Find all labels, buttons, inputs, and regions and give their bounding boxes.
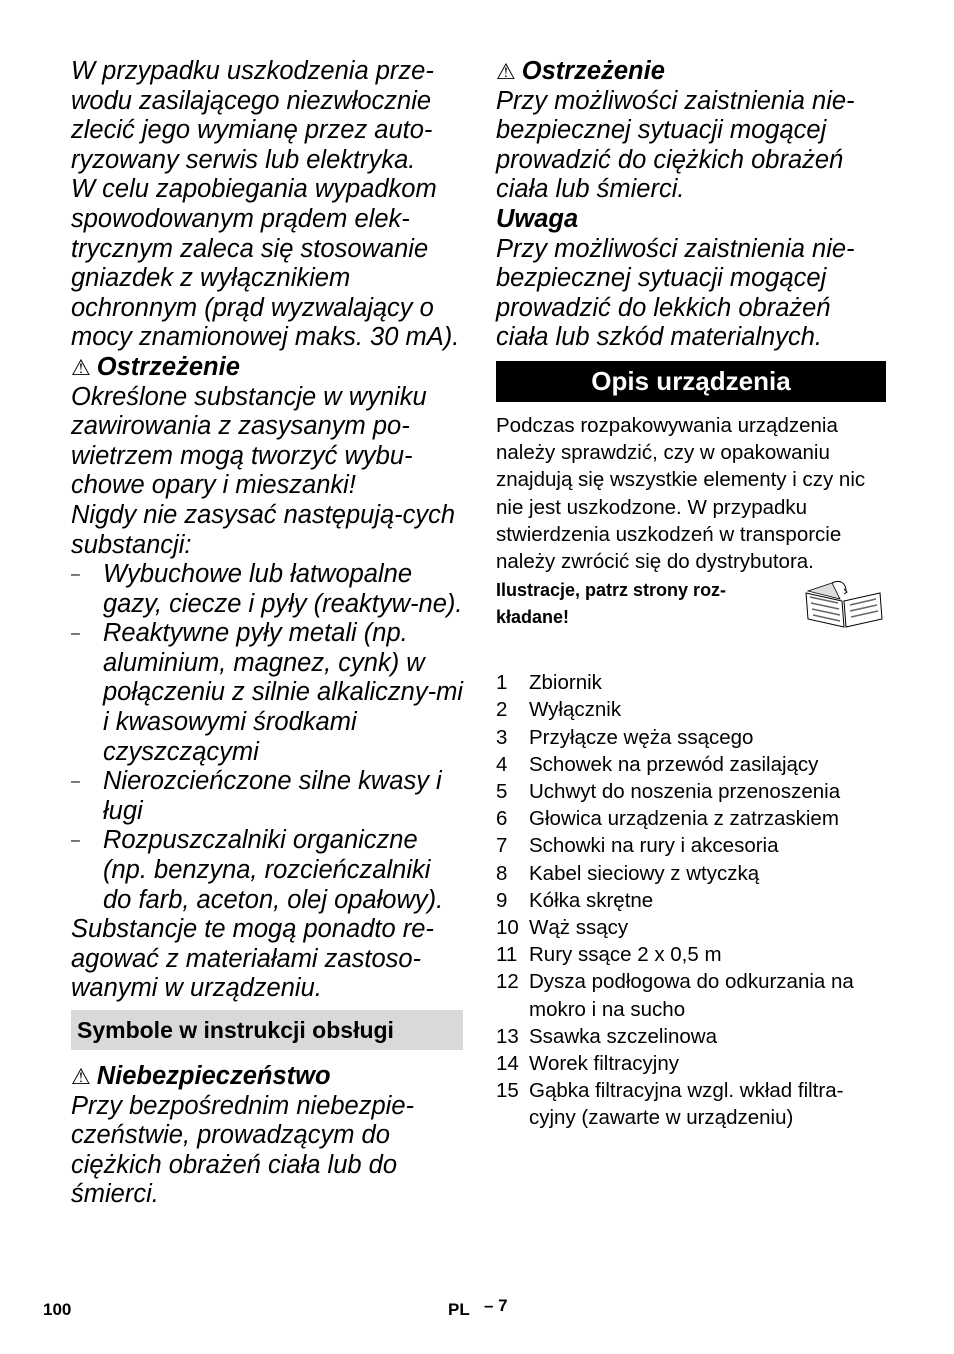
list-item: 15 Gąbka filtracyjna wzgl. wkład filtra-cyjny (zawarte w urządzeniu) <box>496 1079 844 1130</box>
list-item: 1 Zbiornik <box>496 671 602 695</box>
dash-icon: – <box>71 773 80 791</box>
warning-text: Określone substancje w wyniku zawirowania z zasysanym po-wietrzem mogą tworzyć wybu-chowe opary i mieszanki! <box>71 382 427 500</box>
substances-list <box>71 560 463 915</box>
dash-icon: – <box>71 832 80 850</box>
danger-heading: ⚠ Niebezpieczeństwo <box>71 1062 331 1090</box>
dash-icon: – <box>71 566 80 584</box>
left-column <box>71 57 463 1210</box>
list-item: 7 Schowki na rury i akcesoria <box>496 834 779 858</box>
list-item: 8 Kabel sieciowy z wtyczką <box>496 861 760 885</box>
list-item: – Wybuchowe lub łatwopalne gazy, ciecze i pyły (reaktyw-ne). <box>71 560 463 618</box>
list-item: – Nierozcieńczone silne kwasy i ługi <box>71 767 442 825</box>
parts-list <box>496 669 886 1131</box>
warning-icon: ⚠ <box>496 59 516 84</box>
unpacking-intro: Podczas rozpakowywania urządzenia należy sprawdzić, czy w opakowaniu znajdują się wszystkie elementy i czy nic nie jest uszkodzone. W przypadku stwierdzenia uszkodzeń w transporcie należy zwrócić się do dystrybutora. <box>496 413 866 573</box>
caution-text: Przy możliwości zaistnienia nie-bezpiecznej sytuacji mogącej prowadzić do lekkich obrażeń ciała lub szkód materialnych. <box>496 234 855 352</box>
device-description-heading: Opis urządzenia <box>496 361 886 402</box>
list-item: 5 Uchwyt do noszenia przenoszenia <box>496 779 841 803</box>
warning-heading: ⚠ Ostrzeżenie <box>496 57 665 85</box>
protective-switch-paragraph: W celu zapobiegania wypadkom spowodowanym prądem elek-trycznym zaleca się stosowanie gniazdek z wyłącznikiem ochronnym (prąd wyzwalający o mocy znamionowej maks. 30 mA). <box>71 175 460 352</box>
list-item: 12 Dysza podłogowa do odkurzania na mokro i na sucho <box>496 970 854 1021</box>
never-vacuum-text: Nigdy nie zasysać następują-cych substancji: <box>71 500 456 559</box>
list-item: 11 Rury ssące 2 x 0,5 m <box>496 943 722 967</box>
cable-damage-paragraph: W przypadku uszkodzenia prze-wodu zasilającego niezwłocznie zlecić jego wymianę przez auto-ryzowany serwis lub elektryka. <box>71 57 434 174</box>
language-code: PL <box>448 1300 470 1319</box>
list-item: 2 Wyłącznik <box>496 698 622 722</box>
warning-text: Przy możliwości zaistnienia nie-bezpiecznej sytuacji mogącej prowadzić do ciężkich obrażeń ciała lub śmierci. <box>496 86 855 204</box>
list-item: 9 Kółka skrętne <box>496 888 654 912</box>
list-item: – Reaktywne pyły metali (np. aluminium, magnez, cynk) w połączeniu z silnie alkaliczny-mi i kwasowymi środkami czyszczącymi <box>71 619 463 766</box>
list-item: 10 Wąż ssący <box>496 915 629 939</box>
foldout-book-icon <box>802 579 886 629</box>
list-item: 14 Worek filtracyjny <box>496 1052 679 1075</box>
caution-heading: Uwaga <box>496 204 579 233</box>
warning-icon: ⚠ <box>71 354 91 380</box>
page-number: 100 <box>43 1300 72 1319</box>
reaction-text: Substancje te mogą ponadto re-agować z materiałami zastoso-wanymi w urządzeniu. <box>71 915 434 1003</box>
list-item: – Rozpuszczalniki organiczne (np. benzyna, rozcieńczalniki do farb, aceton, olej opałowy). <box>71 826 444 914</box>
symbols-section-heading: Symbole w instrukcji obsługi <box>71 1010 463 1050</box>
section-page-number: – 7 <box>484 1296 508 1315</box>
list-item: 13 Ssawka szczelinowa <box>496 1024 717 1048</box>
list-item: 6 Głowica urządzenia z zatrzaskiem <box>496 807 839 831</box>
dash-icon: – <box>71 625 80 643</box>
warning-heading: ⚠ Ostrzeżenie <box>71 352 240 381</box>
right-column <box>496 57 886 1132</box>
list-item: 4 Schowek na przewód zasilający <box>496 752 819 776</box>
list-item: 3 Przyłącze węża ssącego <box>496 725 754 749</box>
warning-icon: ⚠ <box>71 1064 91 1089</box>
illustrations-note: Ilustracje, patrz strony roz-kładane! <box>496 577 886 631</box>
danger-text: Przy bezpośrednim niebezpie-czeństwie, prowadzącym do ciężkich obrażeń ciała lub do śmierci. <box>71 1091 415 1209</box>
